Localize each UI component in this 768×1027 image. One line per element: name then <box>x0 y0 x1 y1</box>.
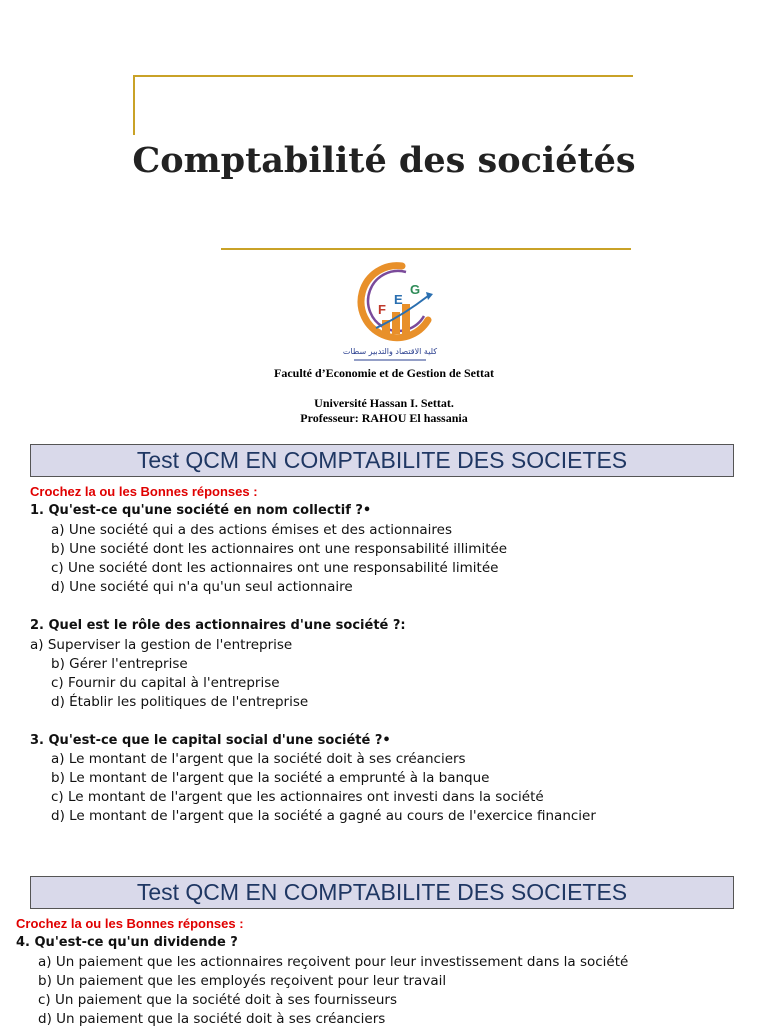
question-4-option-c[interactable]: c) Un paiement que la société doit à ses fournisseurs <box>38 992 397 1008</box>
question-3-option-d[interactable]: d) Le montant de l'argent que la société a gagné au cours de l'exercice financier <box>51 808 596 824</box>
professor-name: Professeur: RAHOU El hassania <box>300 411 468 425</box>
logo-letter-g: G <box>410 282 421 297</box>
section-banner: Test QCM EN COMPTABILITE DES SOCIETES <box>30 444 734 477</box>
instruction-text: Crochez la ou les Bonnes réponses : <box>16 916 244 931</box>
question-3-option-c[interactable]: c) Le montant de l'argent que les actionnaires ont investi dans la société <box>51 789 544 805</box>
page-title: Comptabilité des sociétés <box>132 140 636 181</box>
question-1: 1. Qu'est-ce qu'une société en nom collectif ?• <box>30 503 372 518</box>
question-4: 4. Qu'est-ce qu'un dividende ? <box>16 935 238 950</box>
question-2-option-a[interactable]: a) Superviser la gestion de l'entreprise <box>30 637 293 653</box>
header-rule-top <box>134 75 633 77</box>
faculty-name: Faculté d’Economie et de Gestion de Settat <box>274 366 494 380</box>
question-3-option-b[interactable]: b) Le montant de l'argent que la société a emprunté à la banque <box>51 770 490 786</box>
question-4-option-d[interactable]: d) Un paiement que la société doit à ses créanciers <box>38 1011 386 1027</box>
question-2-option-d[interactable]: d) Établir les politiques de l'entreprise <box>51 694 309 710</box>
question-2: 2. Quel est le rôle des actionnaires d'une société ?: <box>30 618 406 633</box>
question-4-option-a[interactable]: a) Un paiement que les actionnaires reçoivent pour leur investissement dans la société <box>38 954 629 970</box>
question-3: 3. Qu'est-ce que le capital social d'une société ?• <box>30 733 391 748</box>
question-2-option-c[interactable]: c) Fournir du capital à l'entreprise <box>51 675 280 691</box>
header-rule-bottom <box>221 248 631 250</box>
feg-logo <box>340 258 440 366</box>
question-4-option-b[interactable]: b) Un paiement que les employés reçoivent pour leur travail <box>38 973 447 989</box>
instruction-text: Crochez la ou les Bonnes réponses : <box>30 484 258 499</box>
university-name: Université Hassan I. Settat. <box>314 396 454 410</box>
logo-letter-f: F <box>378 302 386 317</box>
question-2-option-b[interactable]: b) Gérer l'entreprise <box>51 656 188 672</box>
logo-arabic-text: كلية الاقتصاد والتدبير سطات <box>342 347 438 356</box>
question-3-option-a[interactable]: a) Le montant de l'argent que la société doit à ses créanciers <box>51 751 466 767</box>
section-banner: Test QCM EN COMPTABILITE DES SOCIETES <box>30 876 734 909</box>
header-rule-left <box>133 75 135 135</box>
question-1-option-d[interactable]: d) Une société qui n'a qu'un seul actionnaire <box>51 579 353 595</box>
question-1-option-b[interactable]: b) Une société dont les actionnaires ont une responsabilité illimitée <box>51 541 508 557</box>
question-1-option-c[interactable]: c) Une société dont les actionnaires ont une responsabilité limitée <box>51 560 499 576</box>
logo-letter-e: E <box>394 292 403 307</box>
question-1-option-a[interactable]: a) Une société qui a des actions émises et des actionnaires <box>51 522 453 538</box>
